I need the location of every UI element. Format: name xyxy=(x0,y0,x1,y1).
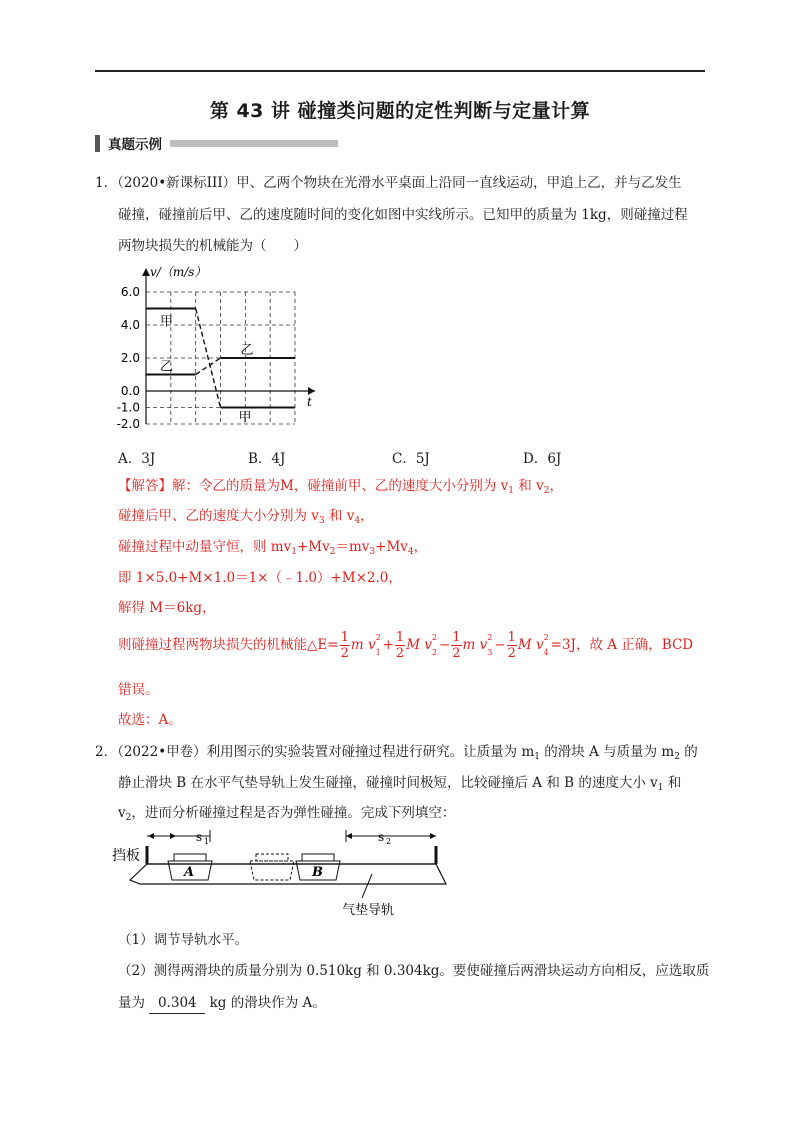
solution-tag: 【解答】 xyxy=(118,478,172,494)
q2-line-1 xyxy=(95,742,698,767)
block-b-top xyxy=(302,854,334,861)
y-tick-label: -2.0 xyxy=(116,417,140,431)
sub-3a: 1 xyxy=(291,547,297,557)
frac-den: 2 xyxy=(507,646,516,661)
sym-m: m xyxy=(462,637,476,653)
q1-line-3: 两物块损失的机械能为（ ） xyxy=(118,238,307,254)
series-yi-collision xyxy=(196,358,221,375)
q2-part-1: （1）调节导轨水平。 xyxy=(118,932,249,948)
x-axis-arrow xyxy=(308,387,315,395)
sq-2: 2 xyxy=(431,633,438,642)
sub-3b: 2 xyxy=(329,547,336,557)
frac-num: 1 xyxy=(507,630,516,645)
y-tick-label: 4.0 xyxy=(120,318,140,332)
block-a-label: A xyxy=(184,865,195,880)
option-d: D．6J xyxy=(523,451,562,467)
y-axis-label: v/（m/s） xyxy=(150,265,207,279)
section-marker xyxy=(95,135,100,152)
energy-loss-result: =3J，故 A 正确，BCD xyxy=(550,637,694,653)
q2-part-2-line-2 xyxy=(118,993,326,1014)
sym-v: v xyxy=(424,637,432,653)
op-minus: − xyxy=(494,637,506,653)
s1-label: s xyxy=(196,830,203,844)
frac-den: 2 xyxy=(340,646,349,661)
energy-loss-prefix: 则碰撞过程两物块损失的机械能△E= xyxy=(118,637,339,653)
q2-text-1c: 的 xyxy=(679,744,698,760)
solution-line-6 xyxy=(118,628,693,662)
solution-text-3d: +Mv xyxy=(375,539,408,555)
frac-num: 1 xyxy=(452,630,461,645)
sub-2: 2 xyxy=(543,486,550,496)
sym-v: v xyxy=(367,637,376,653)
air-track-apparatus xyxy=(110,828,460,920)
half-fraction xyxy=(451,630,461,661)
q2-text-2b: 和 xyxy=(663,775,682,791)
solution-answer: 故选：A。 xyxy=(118,712,182,728)
q2-line-3 xyxy=(118,803,455,828)
solution-text-1: 解：令乙的质量为M，碰撞前甲、乙的速度大小分别为 v xyxy=(172,478,509,494)
sq-3: 2 xyxy=(487,633,493,642)
half-fraction xyxy=(395,630,405,661)
sym-v: v xyxy=(479,637,488,653)
y-tick-label: 6.0 xyxy=(120,285,140,299)
sub-3: 3 xyxy=(318,516,325,526)
q2-text-1b: 的滑块 A 与质量为 m xyxy=(540,744,675,760)
v4-index xyxy=(544,628,551,662)
sq-4: 2 xyxy=(543,633,549,642)
series-label-yi-after: 乙 xyxy=(240,343,254,358)
section-rule xyxy=(170,140,338,147)
block-b-label: B xyxy=(312,865,323,880)
q2-sub-m2: 2 xyxy=(674,752,680,762)
velocity-time-chart xyxy=(110,262,335,437)
idx-4: 4 xyxy=(543,648,549,657)
solution-text-1c: ， xyxy=(549,478,563,494)
option-a: A．3J xyxy=(118,451,156,467)
q2-text-3a: v xyxy=(118,805,126,821)
v3-index xyxy=(487,628,494,662)
q1-line-2: 碰撞，碰撞前后甲、乙的速度随时间的变化如图中实线所示。已知甲的质量为 1kg，则碰撞过程 xyxy=(118,207,688,223)
x-axis-label: t xyxy=(307,395,312,409)
sub-1: 1 xyxy=(508,486,514,496)
y-tick-label: 0.0 xyxy=(120,384,140,398)
q2-sub-v2: 2 xyxy=(125,813,132,823)
solution-text-1b: 和 v xyxy=(513,478,544,494)
q2-text-3b: ，进而分析碰撞过程是否为弹性碰撞。完成下列填空： xyxy=(131,805,456,821)
s1-sub: 1 xyxy=(204,837,210,846)
q2-sub-m1: 1 xyxy=(534,752,540,762)
solution-text-3b: +Mv xyxy=(296,539,330,555)
q2-sub-v1: 1 xyxy=(657,783,664,793)
solution-line-3 xyxy=(118,537,427,562)
block-a-top xyxy=(174,854,206,861)
rail-label: 气垫导轨 xyxy=(342,903,395,918)
solution-line-2 xyxy=(118,506,374,531)
op-plus: + xyxy=(382,637,394,653)
option-c: C．5J xyxy=(392,451,430,467)
idx-2: 2 xyxy=(431,648,438,657)
solution-text-3: 碰撞过程中动量守恒，则 mv xyxy=(118,539,292,555)
solution-text-2b: 和 v xyxy=(324,508,355,524)
v1-index xyxy=(376,628,383,662)
option-b: B．4J xyxy=(248,451,286,467)
q2-part2-text-a: 量为 xyxy=(118,995,150,1011)
series-label-yi: 乙 xyxy=(160,359,174,375)
y-tick-label: 2.0 xyxy=(120,351,140,365)
sq-1: 2 xyxy=(375,633,381,642)
frac-num: 1 xyxy=(340,630,349,645)
frac-den: 2 xyxy=(452,646,461,661)
series-label-jia-after: 甲 xyxy=(238,410,252,426)
q2-part-2-line-1: （2）测得两滑块的质量分别为 0.510kg 和 0.304kg。要使碰撞后两滑块运动方向相反，应选取质 xyxy=(118,963,710,979)
solution-line-7: 错误。 xyxy=(118,682,159,698)
sub-3d: 4 xyxy=(407,547,414,557)
baffle-label: 挡板 xyxy=(112,848,140,864)
sym-m: m xyxy=(350,637,364,653)
series-label-jia: 甲 xyxy=(160,314,174,330)
section-header xyxy=(95,133,338,153)
section-title: 真题示例 xyxy=(108,137,162,153)
s2-label: s xyxy=(378,830,385,844)
solution-line-5: 解得 M＝6kg， xyxy=(118,600,216,616)
page-title: 第 43 讲 碰撞类问题的定性判断与定量计算 xyxy=(209,100,591,122)
sub-3c: 3 xyxy=(369,547,376,557)
answer-blank: 0.304 xyxy=(149,993,205,1014)
q2-part2-text-b: kg 的滑块作为 A。 xyxy=(205,995,326,1011)
s2-sub: 2 xyxy=(386,837,392,846)
rail-pointer xyxy=(362,874,372,898)
solution-text-2: 碰撞后甲、乙的速度大小分别为 v xyxy=(118,508,319,524)
q1-line-1: 1．（2020•新课标III）甲、乙两个物块在光滑水平桌面上沿同一直线运动，甲追上乙，并与乙发生 xyxy=(95,175,682,191)
q2-text-1a: 2．（2022•甲卷）利用图示的实验装置对碰撞过程进行研究。让质量为 m xyxy=(95,744,535,760)
y-tick-label: -1.0 xyxy=(116,400,140,415)
q2-line-2 xyxy=(118,773,681,798)
sub-4: 4 xyxy=(354,516,361,526)
v2-index xyxy=(432,628,439,662)
solution-line-4: 即 1×5.0+M×1.0＝1×（﹣1.0）+M×2.0， xyxy=(118,570,402,586)
solution-text-2c: ， xyxy=(360,508,374,524)
header-rule xyxy=(95,70,705,72)
frac-den: 2 xyxy=(395,646,405,661)
solution-text-3c: ＝mv xyxy=(335,539,370,555)
op-minus: − xyxy=(438,637,451,653)
sym-M: M xyxy=(517,637,532,653)
solution-text-3e: ， xyxy=(413,539,428,555)
frac-num: 1 xyxy=(395,630,405,645)
half-fraction xyxy=(340,630,350,661)
idx-1: 1 xyxy=(375,648,381,657)
block-ghost-top xyxy=(256,854,288,861)
sym-M: M xyxy=(406,637,421,653)
sym-v: v xyxy=(536,637,544,653)
y-axis-arrow xyxy=(142,268,150,276)
q2-text-2a: 静止滑块 B 在水平气垫导轨上发生碰撞，碰撞时间极短，比较碰撞后 A 和 B 的速度大小 v xyxy=(118,775,658,791)
idx-3: 3 xyxy=(487,648,493,657)
solution-line-1 xyxy=(118,476,563,501)
half-fraction xyxy=(507,630,517,661)
